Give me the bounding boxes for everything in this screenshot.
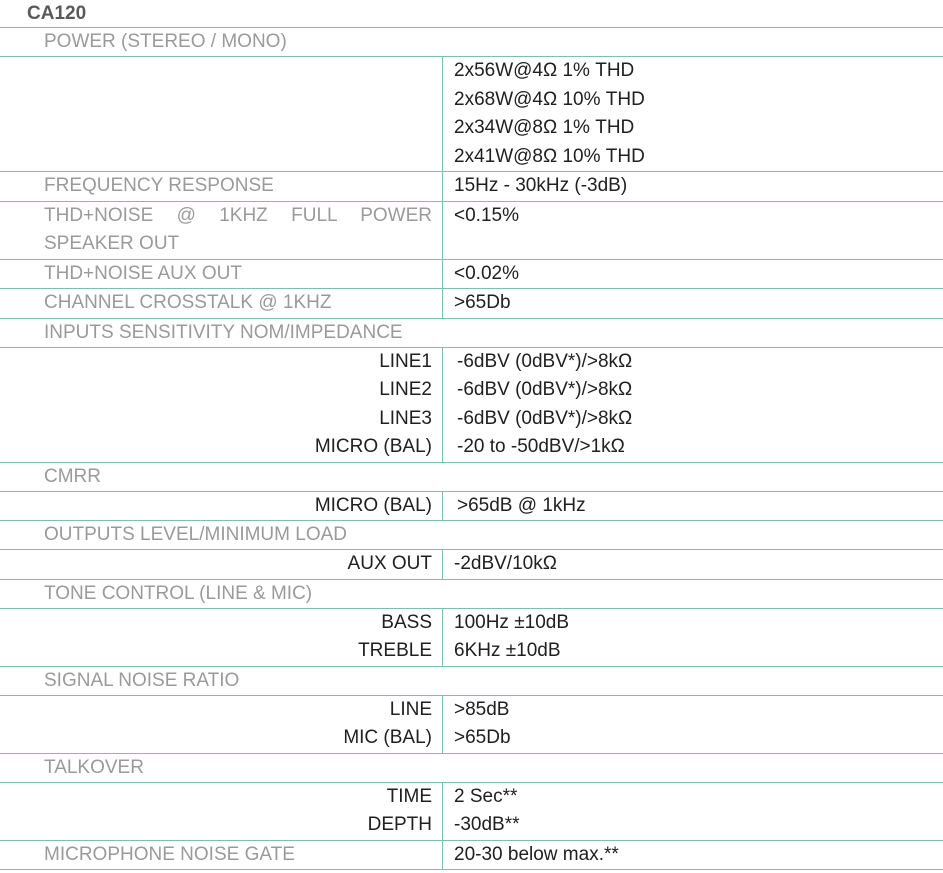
tone-sub-rows (0, 609, 943, 667)
power-values (443, 57, 943, 171)
row-frequency-response (0, 172, 943, 202)
sub-labels (0, 609, 443, 666)
row-value: >65Db (454, 292, 511, 313)
section-snr (0, 667, 943, 696)
sub-value: -2dBV/10kΩ (454, 553, 557, 574)
sub-label: LINE (389, 698, 432, 720)
outputs-sub-rows (0, 550, 943, 580)
section-inputs (0, 319, 943, 348)
sub-value: 2 Sec** (454, 785, 518, 807)
row-label: THD+NOISE @ 1KHZ FULL POWER SPEAKER OUT (0, 202, 443, 259)
sub-labels (0, 550, 443, 579)
section-power (0, 28, 943, 57)
sub-values (443, 348, 943, 462)
sub-value: -6dBV (0dBV*)/>8kΩ (457, 379, 633, 400)
sub-value: 100Hz ±10dB (454, 611, 570, 633)
sub-value: >65dB @ 1kHz (457, 494, 586, 516)
row-value: 15Hz - 30kHz (-3dB) (454, 175, 628, 196)
row-label: THD+NOISE AUX OUT (0, 260, 443, 289)
sub-value: >85dB (454, 698, 510, 720)
sub-value: 6KHz ±10dB (454, 640, 561, 661)
sub-label: TIME (386, 785, 432, 807)
sub-label: MICRO (BAL) (314, 494, 432, 516)
section-talkover (0, 754, 943, 783)
section-label: TALKOVER (44, 756, 144, 778)
power-value: 2x68W@4Ω 10% THD (454, 88, 645, 110)
snr-sub-rows (0, 696, 943, 754)
section-label: CMRR (44, 465, 101, 487)
sub-labels (0, 348, 443, 462)
row-label: FREQUENCY RESPONSE (0, 172, 443, 201)
section-outputs (0, 521, 943, 550)
product-title: CA120 (0, 0, 943, 28)
sub-value: -6dBV (0dBV*)/>8kΩ (457, 350, 633, 372)
sub-value: -20 to -50dBV/>1kΩ (457, 436, 625, 457)
sub-values (443, 783, 943, 840)
sub-value: -30dB** (454, 814, 520, 835)
sub-labels (0, 783, 443, 840)
power-value: 2x34W@8Ω 1% THD (454, 117, 635, 138)
row-value: 20-30 below max.** (454, 843, 619, 865)
inputs-sub-rows (0, 348, 943, 463)
row-thd-speaker (0, 202, 943, 260)
section-label: SIGNAL NOISE RATIO (44, 669, 240, 691)
sub-label: LINE1 (379, 350, 432, 372)
sub-labels (0, 696, 443, 753)
cmrr-sub-rows (0, 492, 943, 522)
sub-label: DEPTH (367, 814, 432, 835)
section-cmrr (0, 463, 943, 492)
sub-label: LINE2 (379, 379, 432, 400)
sub-values (443, 492, 943, 521)
row-crosstalk (0, 289, 943, 319)
section-label: POWER (STEREO / MONO) (44, 31, 287, 52)
sub-values (443, 696, 943, 753)
sub-label: MICRO (BAL) (314, 436, 432, 457)
sub-label: BASS (381, 611, 432, 633)
section-label: OUTPUTS LEVEL/MINIMUM LOAD (44, 524, 347, 545)
sub-label: AUX OUT (347, 553, 432, 574)
row-mic-noise-gate (0, 841, 943, 871)
sub-value: >65Db (454, 727, 511, 748)
power-values-row (0, 57, 943, 172)
sub-values (443, 609, 943, 666)
power-value: 2x41W@8Ω 10% THD (454, 145, 645, 167)
sub-labels (0, 492, 443, 521)
sub-label: LINE3 (379, 407, 432, 429)
talkover-sub-rows (0, 783, 943, 841)
row-thd-aux (0, 260, 943, 290)
sub-label: MIC (BAL) (343, 727, 432, 748)
row-label: CHANNEL CROSSTALK @ 1KHZ (0, 289, 443, 318)
section-tone-control (0, 580, 943, 609)
section-label: TONE CONTROL (LINE & MIC) (44, 582, 313, 604)
sub-value: -6dBV (0dBV*)/>8kΩ (457, 407, 633, 429)
row-label: MICROPHONE NOISE GATE (0, 841, 443, 870)
power-value: 2x56W@4Ω 1% THD (454, 60, 635, 81)
row-value: <0.15% (454, 204, 519, 226)
row-value: <0.02% (454, 262, 519, 284)
section-label: INPUTS SENSITIVITY NOM/IMPEDANCE (44, 321, 403, 343)
sub-values (443, 550, 943, 579)
sub-label: TREBLE (358, 640, 432, 661)
empty-label-cell (0, 57, 443, 171)
